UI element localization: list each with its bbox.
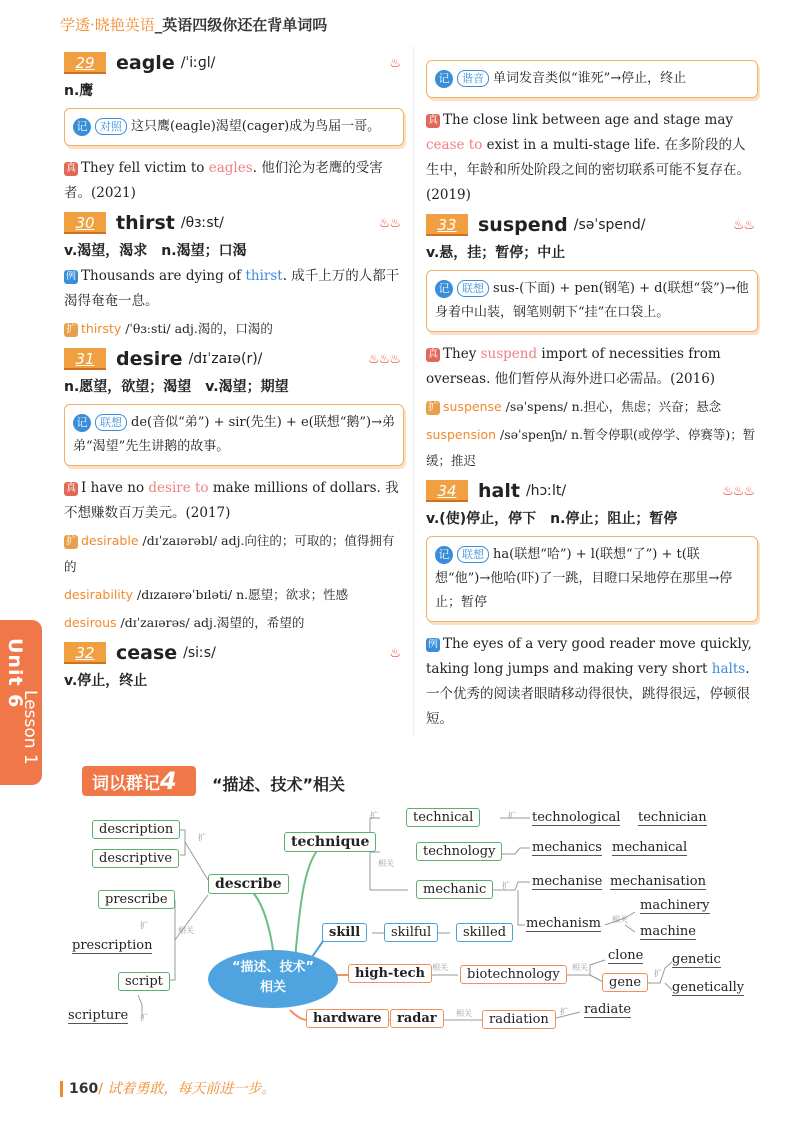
word-number: 30 <box>64 212 106 234</box>
word-node: clone <box>608 948 644 963</box>
word-heading <box>426 212 758 238</box>
definition: n.鹰 <box>64 83 94 99</box>
section-badge: 词以群记4 <box>82 766 196 796</box>
word-node: genetically <box>672 980 745 995</box>
exam-icon: 真 <box>66 482 76 494</box>
word-node: skilled <box>456 923 513 942</box>
extend-icon: 扩 <box>66 323 76 335</box>
word-number: 29 <box>64 52 106 74</box>
brand: 学透·晓艳英语 <box>60 16 155 34</box>
tip-text: de(音似“弟”) + sir(先生) + e(联想“鹅”)→弟弟“渴望”先生讲鹅的故事。 <box>73 415 395 454</box>
example-sentence: 例 The eyes of a very good reader move quickly, taking long jumps and making very short halts. 一个优秀的阅读者眼睛移动得很快，跳得很远，停顿很短。 <box>426 636 752 727</box>
example-icon: 例 <box>66 270 76 282</box>
frequency-fire-icon: ♨ <box>389 55 400 71</box>
page-header: 学透·晓艳英语_英语四级你还在背单词吗 <box>60 16 328 34</box>
example-sentence: 真 I have no desire to make millions of dollars. 我不想赚数百万美元。(2017) <box>64 480 399 521</box>
derivative: 扩 thirsty /ˈθɜːsti/ adj.渴的，口渴的 <box>66 321 273 336</box>
memory-tip-box <box>64 108 404 146</box>
memory-tip-box <box>64 404 404 466</box>
definition: v.渴望，渴求 n.渴望；口渴 <box>64 243 247 259</box>
word-node: radiation <box>482 1010 556 1029</box>
tip-text: 这只鹰(eagle)渴望(cager)成为鸟届一哥。 <box>131 119 381 134</box>
derivative: 扩 desirable /dɪˈzaɪərəbl/ adj.向往的；可取的；值得拥有的 <box>64 533 395 574</box>
motto: 试着勇敢，每天前进一步。 <box>107 1081 276 1097</box>
example-sentence: 真 They fell victim to eagles. 他们沦为老鹰的受害者。(2021) <box>64 160 383 201</box>
section-title: “描述、技术”相关 <box>212 775 346 794</box>
ji-icon: 记 <box>73 414 91 432</box>
tip-text: ha(联想“哈”) + l(联想“了”) + t(联想“他”)→他哈(吓)了一跳，目瞪口呆地停在那里→停止；暂停 <box>435 547 733 610</box>
word-node: hardware <box>306 1009 389 1028</box>
tip-tag: 联想 <box>457 546 489 563</box>
word-node: mechanic <box>416 880 493 899</box>
right-column <box>426 46 758 734</box>
word-number: 31 <box>64 348 106 370</box>
headword: desire <box>116 348 183 370</box>
page-number: 160 <box>60 1081 98 1097</box>
phonetic: /hɔːlt/ <box>525 483 567 499</box>
headword: cease <box>116 642 178 664</box>
exam-icon: 真 <box>428 348 438 360</box>
word-node: mechanise <box>532 874 603 889</box>
word-node: skill <box>322 923 367 942</box>
exam-icon: 真 <box>66 162 76 174</box>
frequency-fire-icon: ♨♨♨ <box>722 483 754 499</box>
memory-tip-box <box>426 536 758 622</box>
word-node: biotechnology <box>460 965 567 984</box>
word-node: technical <box>406 808 480 827</box>
exam-icon: 真 <box>428 114 438 126</box>
unit-label: Unit 6 <box>4 638 26 709</box>
word-heading <box>64 640 404 666</box>
tip-tag: 对照 <box>95 118 127 135</box>
headword: suspend <box>478 214 568 236</box>
example-sentence: 例 Thousands are dying of thirst. 成千上万的人都干渴得奄奄一息。 <box>64 268 400 309</box>
word-node: technological <box>532 810 621 825</box>
word-node: machine <box>640 924 696 939</box>
word-node: mechanics <box>532 840 602 855</box>
mind-map: description descriptive describe prescribe prescription script scripture technique technical technological technician technology mechanics mechanical mechanic mechanise mechanisation machinery mechanism machine skill skilful skilled “描述、技术” 相关 high-tech biotechnology clone gene genetic genetically hardware radar radiation radiate 扩 相关 扩 扩 扩 相关 扩 扩 相关 相关 相关 扩 相关 扩 <box>60 800 760 1050</box>
word-heading <box>64 50 404 76</box>
word-node: gene <box>602 973 648 992</box>
word-heading <box>64 346 404 372</box>
ji-icon: 记 <box>435 280 453 298</box>
word-node: scripture <box>68 1008 129 1023</box>
frequency-fire-icon: ♨♨ <box>732 217 754 233</box>
word-node: technology <box>416 842 502 861</box>
word-node: technician <box>638 810 707 825</box>
headword: eagle <box>116 52 175 74</box>
tip-text: sus-(下面) + pen(钢笔) + d(联想“袋”)→他身着中山装，钢笔则朝下“挂”在口袋上。 <box>435 281 749 320</box>
derivative: 扩 suspense /səˈspens/ n.担心，焦虑；兴奋；悬念 <box>428 399 722 414</box>
phonetic: /θɜːst/ <box>180 215 224 231</box>
definition: n.愿望，欲望；渴望 v.渴望；期望 <box>64 379 289 395</box>
phonetic: /dɪˈzaɪə(r)/ <box>188 351 263 367</box>
tip-tag: 联想 <box>457 280 489 297</box>
word-node: radiate <box>584 1002 632 1017</box>
word-number: 32 <box>64 642 106 664</box>
example-sentence: 真 They suspend import of necessities from overseas. 他们暂停从海外进口必需品。(2016) <box>426 346 721 387</box>
ji-icon: 记 <box>435 546 453 564</box>
word-node: high-tech <box>348 964 432 983</box>
definition: v.悬，挂；暂停；中止 <box>426 245 566 261</box>
word-node: mechanisation <box>610 874 706 889</box>
word-node: describe <box>208 874 289 894</box>
word-node: prescribe <box>98 890 175 909</box>
book-title: 英语四级你还在背单词吗 <box>162 16 328 34</box>
headword: halt <box>478 480 520 502</box>
phonetic: /səˈspend/ <box>573 217 646 233</box>
word-node: description <box>92 820 180 839</box>
tip-text: 单词发音类似“谁死”→停止，终止 <box>493 71 687 86</box>
definition: v.停止，终止 <box>64 673 148 689</box>
tip-tag: 联想 <box>95 414 127 431</box>
example-sentence: 真 The close link between age and stage may cease to exist in a multi-stage life. 在多阶段的人生中，年龄和所处阶段之间的密切联系可能不复存在。(2019) <box>426 112 750 203</box>
word-node: mechanical <box>612 840 688 855</box>
unit-side-tab <box>0 620 42 785</box>
lesson-label: Lesson 1 <box>20 690 40 765</box>
ji-icon: 记 <box>435 70 453 88</box>
frequency-fire-icon: ♨♨ <box>378 215 400 231</box>
word-number: 34 <box>426 480 468 502</box>
memory-tip-box <box>426 270 758 332</box>
definition: v.(使)停止，停下 n.停止；阻止；暂停 <box>426 511 678 527</box>
extend-icon: 扩 <box>66 535 76 547</box>
phonetic: /ˈiːɡl/ <box>180 55 216 71</box>
word-node: mechanism <box>526 916 601 931</box>
word-heading <box>64 210 404 236</box>
derivative: desirability /dɪzaɪərəˈbɪləti/ n.愿望；欲求；性感 <box>64 587 349 602</box>
frequency-fire-icon: ♨ <box>389 645 400 661</box>
derivative: suspension /səˈspenʃn/ n.暂令停职(或停学、停赛等)；暂缓；推迟 <box>426 427 756 468</box>
word-node: prescription <box>72 938 153 953</box>
tip-tag: 谐音 <box>457 70 489 87</box>
word-node: radar <box>390 1009 444 1028</box>
ji-icon: 记 <box>73 118 91 136</box>
word-node: machinery <box>640 898 710 913</box>
word-heading <box>426 478 758 504</box>
word-number: 33 <box>426 214 468 236</box>
derivative: desirous /dɪˈzaɪərəs/ adj.渴望的，希望的 <box>64 615 305 630</box>
phonetic: /siːs/ <box>183 645 216 661</box>
left-column <box>64 46 404 694</box>
word-node: descriptive <box>92 849 179 868</box>
column-divider <box>413 46 414 736</box>
memory-tip-box <box>426 60 758 98</box>
page-footer: 160/ 试着勇敢，每天前进一步。 <box>60 1078 275 1098</box>
word-node: script <box>118 972 170 991</box>
frequency-fire-icon: ♨♨♨ <box>368 351 400 367</box>
word-node: genetic <box>672 952 721 967</box>
word-node: technique <box>284 832 376 852</box>
headword: thirst <box>116 212 175 234</box>
extend-icon: 扩 <box>428 401 438 413</box>
word-node: skilful <box>384 923 438 942</box>
example-icon: 例 <box>428 638 438 650</box>
mind-map-center: “描述、技术” 相关 <box>208 950 338 1008</box>
